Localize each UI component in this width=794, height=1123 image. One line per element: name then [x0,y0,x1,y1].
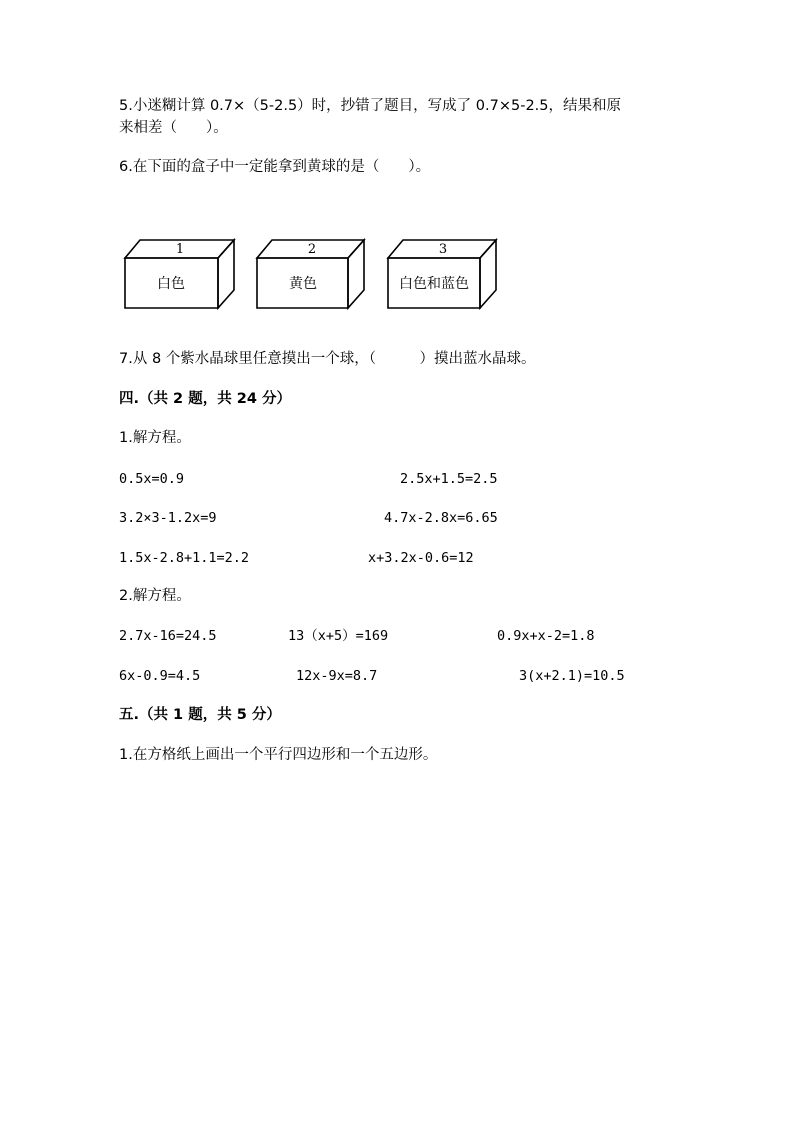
equation: x+3.2x-0.6=12 [368,550,474,566]
q6-text: 6.在下面的盒子中一定能拿到黄球的是（ ）。 [119,159,431,175]
box-1-label: 白色 [157,276,185,292]
box-3-number: 3 [438,242,448,257]
equation: 2.5x+1.5=2.5 [400,471,498,487]
equation: 6x-0.9=4.5 [119,668,201,684]
section4-p2-title: 2.解方程。 [119,588,191,604]
boxes-figure [0,230,794,330]
section5-heading: 五.（共 1 题，共 5 分） [119,707,281,723]
q5-line2: 来相差（ ）。 [119,120,228,136]
equation: 1.5x-2.8+1.1=2.2 [119,550,250,566]
equation: 13（x+5）=169 [288,628,389,644]
equation: 12x-9x=8.7 [296,668,378,684]
equation: 3(x+2.1)=10.5 [519,668,625,684]
box-2-number: 2 [307,242,317,257]
equation: 2.7x-16=24.5 [119,628,217,644]
section4-p1-title: 1.解方程。 [119,430,191,446]
section5-p1-title: 1.在方格纸上画出一个平行四边形和一个五边形。 [119,747,438,763]
box-3-label: 白色和蓝色 [399,276,469,292]
q5-line1: 5.小迷糊计算 0.7×（5-2.5）时，抄错了题目，写成了 0.7×5-2.5，结果和原 [119,98,622,114]
section4-heading: 四.（共 2 题，共 24 分） [119,391,291,407]
box-1-number: 1 [175,242,185,257]
equation: 0.9x+x-2=1.8 [497,628,595,644]
equation: 4.7x-2.8x=6.65 [384,510,498,526]
box-2-label: 黄色 [289,276,317,292]
equation: 0.5x=0.9 [119,471,185,487]
equation: 3.2×3-1.2x=9 [119,510,217,526]
q7-text: 7.从 8 个紫水晶球里任意摸出一个球，（ ）摸出蓝水晶球。 [119,351,536,367]
